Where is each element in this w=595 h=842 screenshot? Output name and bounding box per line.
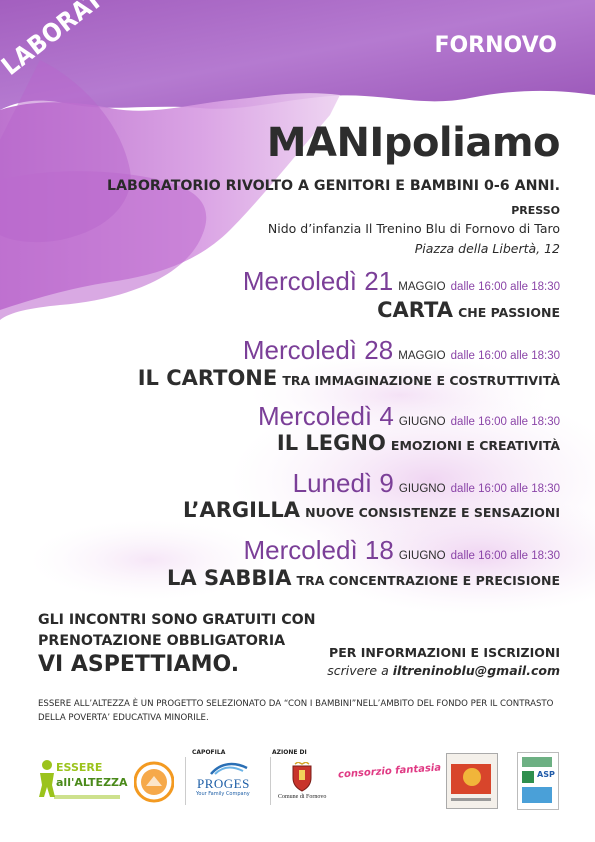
contact-email-link[interactable]: iltreninoblu@gmail.com xyxy=(392,663,560,678)
contact-line xyxy=(327,663,560,678)
event-time: dalle 16:00 alle 18:30 xyxy=(450,281,560,293)
event-date-line xyxy=(258,401,560,432)
partner-sun-icon xyxy=(463,768,481,786)
event-date-line xyxy=(243,266,560,297)
project-footnote xyxy=(38,697,568,725)
asp-image xyxy=(522,787,552,803)
venue-name: Nido d’infanzia Il Trenino Blu di Fornovo di Taro xyxy=(267,221,560,236)
child-figure-icon xyxy=(36,759,58,799)
location-heading: FORNOVO xyxy=(434,33,557,58)
proges-word: PROGES xyxy=(197,776,250,791)
event-theme: LA SABBIA xyxy=(167,566,292,590)
event-theme-line xyxy=(377,298,560,322)
proges-logo xyxy=(195,760,265,804)
event-month: MAGGIO xyxy=(398,350,446,362)
partner-caption-bar xyxy=(451,798,491,801)
event-theme-sub: TRA CONCENTRAZIONE E PRECISIONE xyxy=(296,573,560,588)
welcome-text: VI ASPETTIAMO. xyxy=(38,652,240,677)
event-date-line xyxy=(293,468,560,499)
event-theme: IL CARTONE xyxy=(137,366,278,390)
event-time: dalle 16:00 alle 18:30 xyxy=(450,416,560,428)
azione-label: AZIONE DI xyxy=(272,749,307,756)
orange-circle-icon xyxy=(134,758,174,804)
comune-di-fornovo-logo xyxy=(278,762,328,806)
event-theme-line xyxy=(167,566,560,590)
logo-tagline-bar xyxy=(54,795,120,799)
subtitle: LABORATORIO RIVOLTO A GENITORI E BAMBINI 0-6 ANNI. xyxy=(107,178,560,194)
asp-square-icon xyxy=(522,771,534,783)
event-month: GIUGNO xyxy=(398,483,446,495)
event-day: Mercoledì 18 xyxy=(243,535,394,565)
orange-circle-logo xyxy=(134,758,174,804)
event-theme: CARTA xyxy=(377,298,453,322)
event-day: Mercoledì 4 xyxy=(257,401,394,431)
event-theme-sub: TRA IMMAGINAZIONE E COSTRUTTIVITÀ xyxy=(282,373,560,388)
partner-logo-center xyxy=(446,753,498,809)
essere-allaltezza-logo xyxy=(36,755,126,807)
proges-swoosh-icon xyxy=(209,760,249,776)
event-day: Lunedì 9 xyxy=(292,468,394,498)
consorzio-word: consorzio fantasia xyxy=(337,762,442,781)
contact-prefix: scrivere a xyxy=(327,663,389,678)
event-date-line xyxy=(244,535,560,566)
page-title: MANIpoliamo xyxy=(266,120,560,166)
event-month: GIUGNO xyxy=(398,416,446,428)
event-month: MAGGIO xyxy=(398,281,446,293)
event-theme-line xyxy=(183,498,560,522)
comune-name: Comune di Fornovo xyxy=(278,794,327,800)
footnote-line1: ESSERE ALL’ALTEZZA È UN PROGETTO SELEZIONATO DA “CON I BAMBINI”NELL’AMBITO DEL FONDO PER IL CONTRASTO xyxy=(38,699,554,709)
asp-word: ASP xyxy=(537,770,555,779)
event-theme-sub: CHE PASSIONE xyxy=(458,305,560,320)
event-theme-sub: NUOVE CONSISTENZE E SENSAZIONI xyxy=(305,505,560,520)
divider xyxy=(185,757,186,805)
free-notice-line2: PRENOTAZIONE OBBLIGATORIA xyxy=(38,633,286,649)
event-theme: IL LEGNO xyxy=(276,431,386,455)
asp-logo xyxy=(517,752,559,810)
free-notice xyxy=(38,610,316,652)
altezza-word: ALTEZZA xyxy=(74,776,128,789)
capofila-label: CAPOFILA xyxy=(192,749,226,756)
footnote-line2: DELLA POVERTA’ EDUCATIVA MINORILE. xyxy=(38,713,209,723)
contact-label: PER INFORMAZIONI E ISCRIZIONI xyxy=(329,645,560,660)
event-time: dalle 16:00 alle 18:30 xyxy=(450,350,560,362)
event-date-line xyxy=(243,335,560,366)
venue-address: Piazza della Libertà, 12 xyxy=(414,241,560,256)
free-notice-line1: GLI INCONTRI SONO GRATUITI CON xyxy=(38,612,316,628)
venue-presso-label: PRESSO xyxy=(511,204,560,217)
asp-header-bar xyxy=(522,757,552,767)
event-day: Mercoledì 28 xyxy=(242,335,394,365)
divider xyxy=(270,757,271,805)
event-time: dalle 16:00 alle 18:30 xyxy=(450,483,560,495)
essere-word: ESSERE xyxy=(56,761,103,774)
event-theme-sub: EMOZIONI E CREATIVITÀ xyxy=(390,438,560,453)
event-theme: L’ARGILLA xyxy=(182,498,301,522)
coat-of-arms-icon xyxy=(290,762,314,792)
event-time: dalle 16:00 alle 18:30 xyxy=(450,550,560,562)
event-month: GIUGNO xyxy=(398,550,446,562)
event-theme-line xyxy=(138,366,560,390)
event-theme-line xyxy=(277,431,560,455)
proges-tagline: Your Family Company xyxy=(196,791,250,797)
allaltezza-word xyxy=(56,776,128,789)
all-word: all' xyxy=(56,776,75,789)
event-day: Mercoledì 21 xyxy=(242,266,394,296)
